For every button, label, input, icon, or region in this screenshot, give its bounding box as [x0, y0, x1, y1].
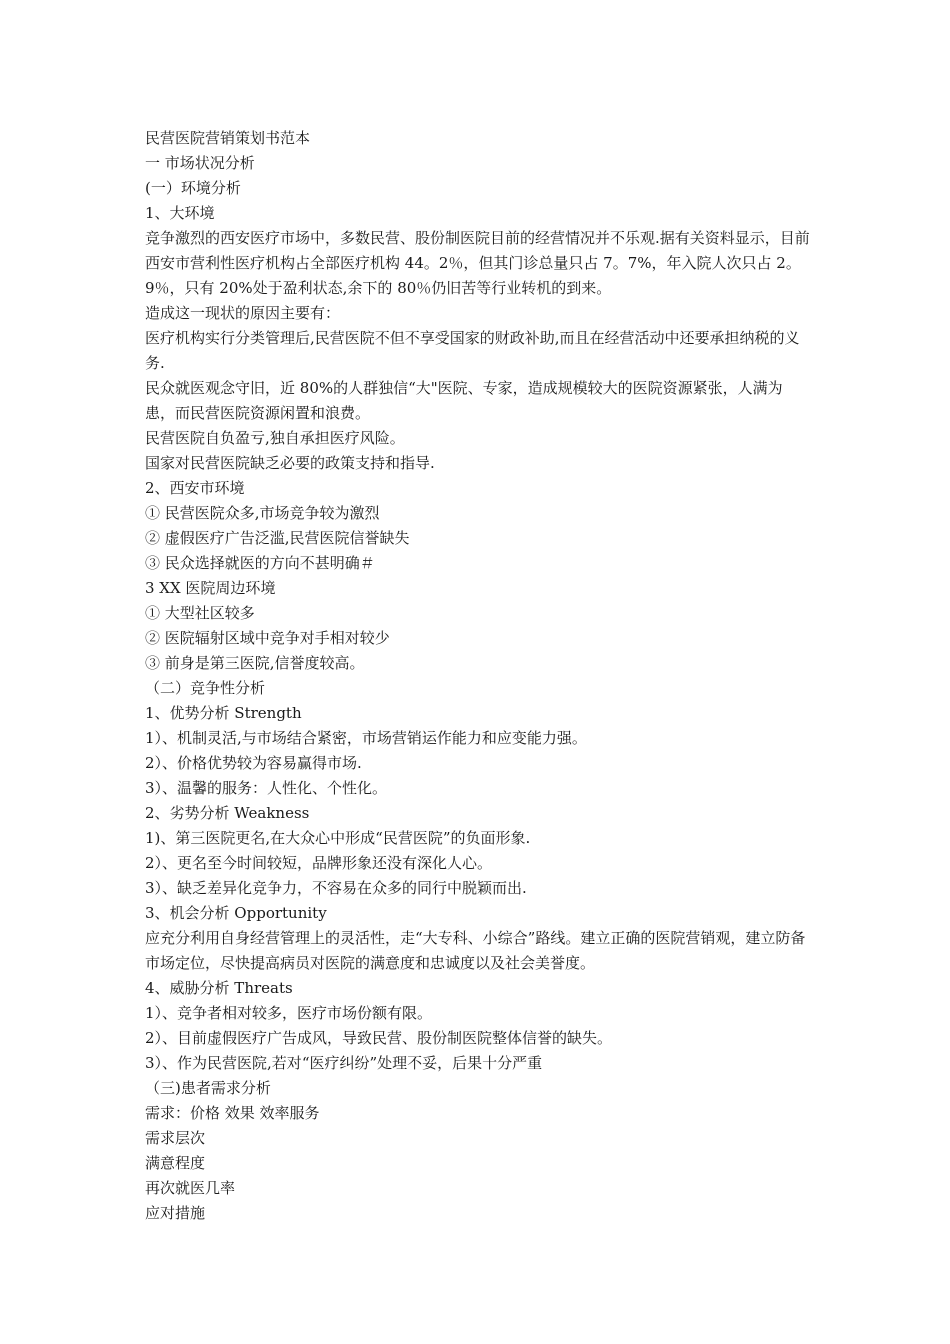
item-heading: 3、机会分析 Opportunity [145, 904, 327, 922]
list-item: ① 大型社区较多 [145, 604, 255, 622]
item-heading: 3 XX 医院周边环境 [145, 579, 276, 597]
list-item: 2）、更名至今时间较短，品牌形象还没有深化人心。 [145, 854, 493, 872]
subsection-heading: (一）环境分析 [145, 179, 241, 197]
list-item: 3）、温馨的服务：人性化、个性化。 [145, 779, 388, 797]
item-heading: 1、优势分析 Strength [145, 704, 302, 722]
item-heading: 2、西安市环境 [145, 479, 245, 497]
list-item: ② 医院辐射区域中竞争对手相对较少 [145, 629, 390, 647]
subsection-heading: （二）竞争性分析 [145, 679, 266, 697]
list-item: ③ 前身是第三医院,信誉度较高。 [145, 654, 365, 672]
list-item: 2）、目前虚假医疗广告成风，导致民营、股份制医院整体信誉的缺失。 [145, 1029, 613, 1047]
list-item: 1)、第三医院更名,在大众心中形成“民营医院”的负面形象. [145, 829, 531, 847]
text-line: 需求层次 [145, 1129, 206, 1147]
paragraph: 医疗机构实行分类管理后,民营医院不但不享受国家的财政补助,而且在经营活动中还要承担纳税的义务. [145, 329, 800, 372]
section-heading: 一 市场状况分析 [145, 154, 255, 172]
text-line: 造成这一现状的原因主要有： [145, 304, 341, 322]
document-title: 民营医院营销策划书范本 [145, 129, 311, 147]
text-line: 国家对民营医院缺乏必要的政策支持和指导. [145, 454, 435, 472]
list-item: 2）、价格优势较为容易赢得市场. [145, 754, 362, 772]
list-item: ③ 民众选择就医的方向不甚明确＃ [145, 554, 375, 572]
paragraph: 民众就医观念守旧，近 80%的人群独信“大"医院、专家，造成规模较大的医院资源紧张，人满为患，而民营医院资源闲置和浪费。 [145, 379, 783, 422]
item-heading: 4、威胁分析 Threats [145, 979, 293, 997]
paragraph: 竞争激烈的西安医疗市场中，多数民营、股份制医院目前的经营情况并不乐观.据有关资料显示，目前西安市营利性医疗机构占全部医疗机构 44。2％，但其门诊总量只占 7。7%，年入院人次只占 2。9％，只有 20%处于盈利状态,余下的 80％仍旧苦等行业转机的到来。 [145, 229, 810, 297]
list-item: ① 民营医院众多,市场竞争较为激烈 [145, 504, 380, 522]
text-line: 应对措施 [145, 1204, 206, 1222]
list-item: 1）、竞争者相对较多，医疗市场份额有限。 [145, 1004, 433, 1022]
text-line: 民营医院自负盈亏,独自承担医疗风险。 [145, 429, 405, 447]
item-heading: 1、大环境 [145, 204, 215, 222]
list-item: 3）、缺乏差异化竞争力，不容易在众多的同行中脱颖而出. [145, 879, 527, 897]
text-line: 需求：价格 效果 效率服务 [145, 1104, 320, 1122]
paragraph: 应充分利用自身经营管理上的灵活性，走“大专科、小综合”路线。建立正确的医院营销观，建立防备市场定位，尽快提高病员对医院的满意度和忠诚度以及社会美誉度。 [145, 929, 806, 972]
document-page [145, 126, 810, 1226]
item-heading: 2、劣势分析 Weakness [145, 804, 310, 822]
list-item: ② 虚假医疗广告泛滥,民营医院信誉缺失 [145, 529, 410, 547]
list-item: 1）、机制灵活,与市场结合紧密，市场营销运作能力和应变能力强。 [145, 729, 587, 747]
text-line: 满意程度 [145, 1154, 206, 1172]
list-item: 3）、作为民营医院,若对“医疗纠纷”处理不妥，后果十分严重 [145, 1054, 543, 1072]
text-line: 再次就医几率 [145, 1179, 236, 1197]
subsection-heading: （三)患者需求分析 [145, 1079, 271, 1097]
